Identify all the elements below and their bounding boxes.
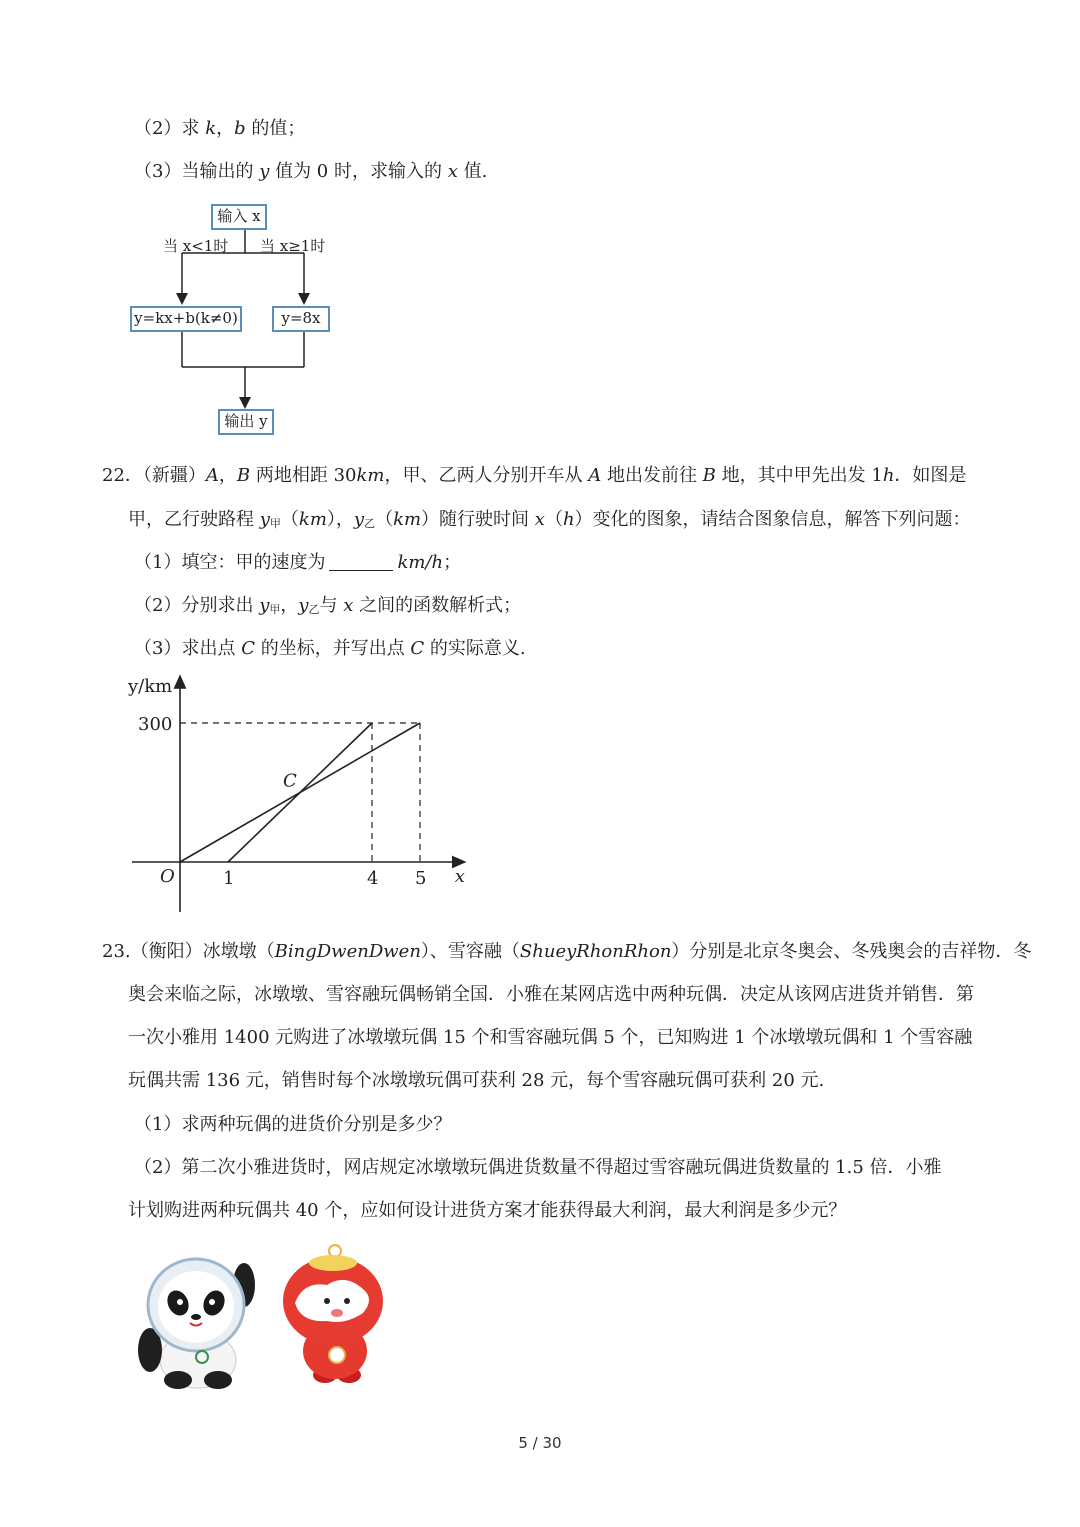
flow-right-formula-box: y=8x: [272, 306, 330, 332]
x-tick-1: 1: [223, 868, 235, 889]
x-tick-5: 5: [415, 868, 427, 889]
q23-line4: 玩偶共需 136 元，销售时每个冰墩墩玩偶可获利 28 元，每个雪容融玩偶可获利 20 元.: [128, 1070, 825, 1091]
point-c-label: C: [283, 770, 297, 792]
shuey-rhon-rhon-illustration: [275, 1243, 390, 1388]
flow-output-box: 输出 y: [218, 409, 274, 435]
answer-blank[interactable]: [329, 552, 393, 571]
page-number: 5 / 30: [518, 1434, 562, 1452]
q22-line2: 甲，乙行驶路程 y甲（km），y乙（km）随行驶时间 x（h）变化的图象，请结合图象信息，解答下列问题：: [128, 509, 971, 530]
origin-label: O: [160, 866, 175, 887]
q21-part2: （2）求 k，b 的值；: [134, 118, 306, 139]
x-axis-label: x: [454, 866, 465, 887]
q23-line2: 奥会来临之际，冰墩墩、雪容融玩偶畅销全国．小雅在某网店选中两种玩偶．决定从该网店进货并销售．第: [128, 984, 974, 1005]
x-tick-4: 4: [367, 868, 379, 889]
q23-line3: 一次小雅用 1400 元购进了冰墩墩玩偶 15 个和雪容融玩偶 5 个，已知购进 1 个冰墩墩玩偶和 1 个雪容融: [128, 1027, 973, 1048]
q22-part3: （3）求出点 C 的坐标，并写出点 C 的实际意义.: [134, 638, 526, 659]
q22-line1: 22．（新疆）A，B 两地相距 30km，甲、乙两人分别开车从 A 地出发前往 B 地，其中甲先出发 1h．如图是: [102, 465, 967, 486]
series-line-yi: [228, 723, 372, 862]
q23-line1: 23.（衡阳）冰墩墩（BingDwenDwen）、雪容融（ShueyRhonRhon）分别是北京冬奥会、冬残奥会的吉祥物．冬: [102, 941, 1032, 962]
q23-part2b: 计划购进两种玩偶共 40 个，应如何设计进货方案才能获得最大利润，最大利润是多少元？: [128, 1200, 847, 1221]
bing-dwen-dwen-illustration: [128, 1245, 268, 1390]
q23-part2a: （2）第二次小雅进货时，网店规定冰墩墩玩偶进货数量不得超过雪容融玩偶进货数量的 1.5 倍．小雅: [134, 1157, 942, 1178]
flow-left-condition: 当 x<1时: [163, 237, 229, 255]
flow-left-formula-box: y=kx+b(k≠0): [130, 306, 242, 332]
flow-input-box: 输入 x: [211, 204, 267, 230]
q22-part2: （2）分别求出 y甲，y乙与 x 之间的函数解析式；: [134, 595, 522, 616]
y-tick-300: 300: [138, 714, 173, 735]
q21-part3: （3）当输出的 y 值为 0 时，求输入的 x 值.: [134, 161, 488, 182]
flow-right-condition: 当 x≥1时: [260, 237, 326, 255]
y-axis-label: y/km: [128, 676, 173, 697]
q22-part1: （1）填空：甲的速度为 km/h；: [134, 552, 462, 573]
q23-part1: （1）求两种玩偶的进货价分别是多少？: [134, 1114, 452, 1135]
distance-time-graph: [110, 668, 510, 918]
